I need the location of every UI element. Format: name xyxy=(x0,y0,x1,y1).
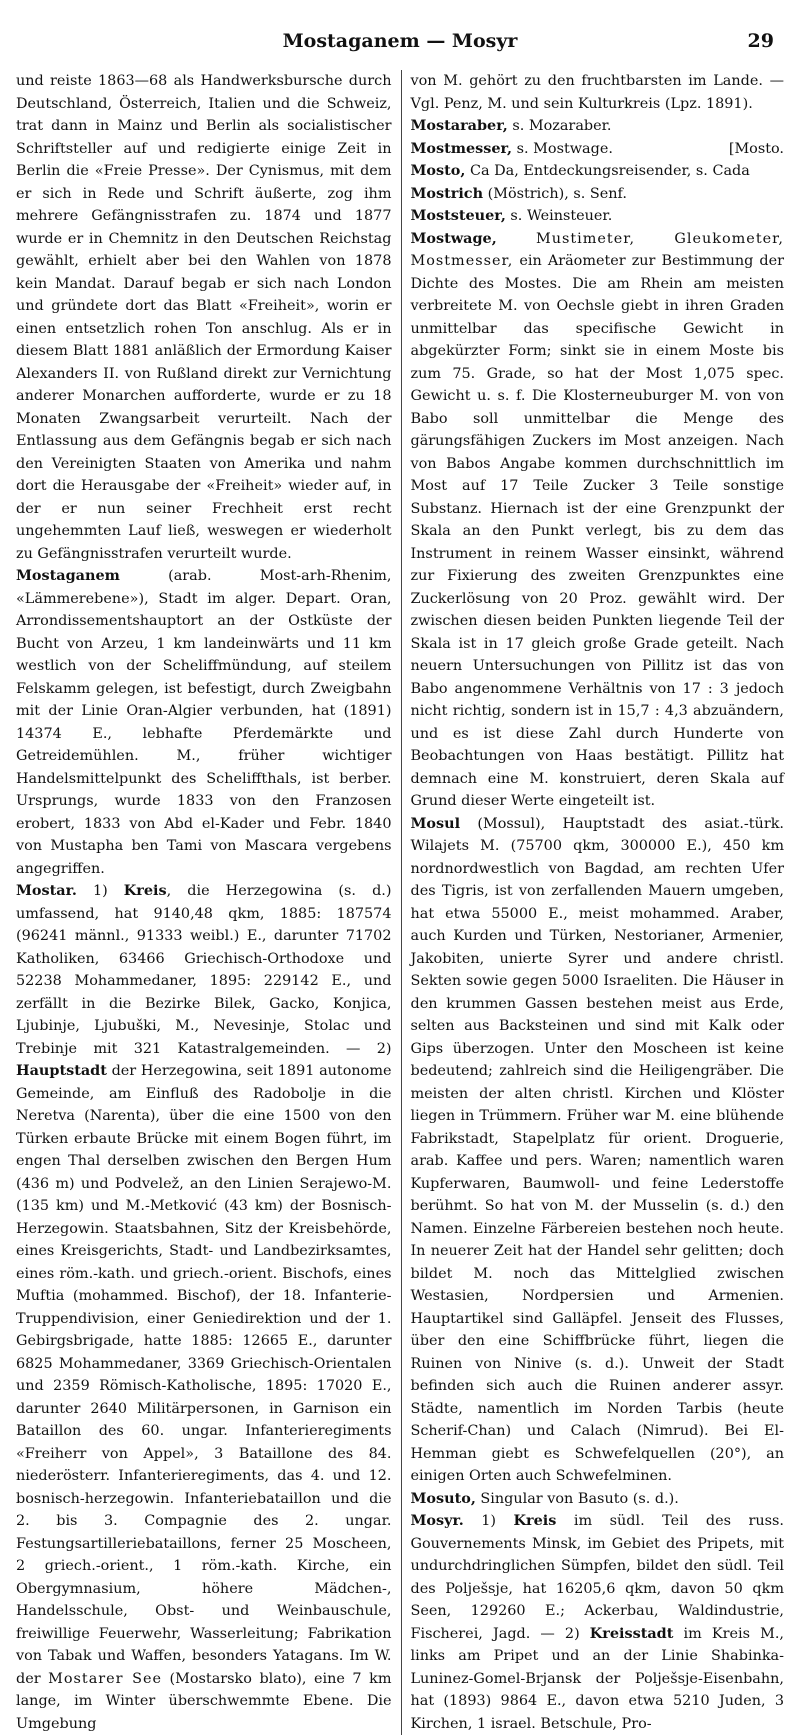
entry-body: , die Herzegowina (s. d.) umfassend, hat 9140,48 qkm, 1885: 187574 (96241 männl., 91333 weibl.) E., darunter 71702 Katholiken, 63466 Griechisch-Orthodoxe und 52238 Mohammedaner, 1895: 229142 E., und zerfällt in die Bezirke Bilek, Gacko, Konjica, Ljubinje, Ljubuški, M., Nevesinje, Stolac und Trebinje mit 321 Katastralgemeinden. — 2) xyxy=(16,883,392,1057)
entry-headword: Mosuto, xyxy=(410,1489,476,1507)
entry-body: im südl. Teil des russ. Gouvernements Minsk, im Gebiet des Pripets, mit undurchdringlichen Sümpfen, bildet den südl. Teil des Polješsje, hat 16205,6 qkm, davon 50 qkm Seen, 129260 E.; Ackerbau, Waldindustrie, Fischerei, Jagd. — 2) xyxy=(410,1513,784,1642)
entry-body: der Herzegowina, seit 1891 autonome Gemeinde, am Einfluß des Radobolje in die Neretva (Narenta), über die eine 1500 von den Türken erbaute Brücke mit einem Bogen führt, im engen Thal derselben zwischen den Bergen Hum (436 m) und Podvelež, an den Linien Serajewo-M. (135 km) und M.-Metković (43 km) der Bosnisch-Herzegowin. Staatsbahnen, Sitz der Kreisbehörde, eines Kreisgerichts, Stadt- und Landbezirksamtes, eines röm.-kath. und griech.-orient. Bischofs, eines Muftia (mohammed. Bischof), der 18. Infanterie-Truppendivision, einer Geniedirektion und der 1. Gebirgsbrigade, hatte 1885: 12665 E., darunter 6825 Mohammedaner, 3369 Griechisch-Orientalen und 2359 Römisch-Katholische, 1895: 17020 E., darunter 2640 Militärpersonen, in Garnison ein Bataillon des 60. ungar. Infanterieregiments «Freiherr von Appel», 3 Bataillone des 84. niederösterr. Infanterieregiments, das 4. und 12. bosnisch-herzegowin. Infanteriebataillon und die 2. bis 3. Compagnie des 2. ungar. Festungsartilleriebataillons, ferner 25 Moscheen, 2 griech.-orient., 1 röm.-kath. Kirche, ein Obergymnasium, höhere Mädchen-, Handelsschule, Obst- und Weinbauschule, freiwillige Feuerwehr, Wasserleitung; Fabrikation von Tabak und Waffen, besonders Yatagans. Im W. der xyxy=(16,1063,392,1687)
entry-body: 1) xyxy=(76,883,124,899)
entry-body: s. Mozaraber. xyxy=(507,118,612,134)
entry-headword: Mosyr. xyxy=(410,1512,464,1529)
subhead-kreis: Kreis xyxy=(513,1512,557,1529)
page-number: 29 xyxy=(747,30,774,52)
entry-body: Ca Da, Entdeckungsreisender, s. Cada xyxy=(465,163,750,179)
entry-body: im Kreis M., links am Pripet und an der Linie Shabinka-Luninez-Gomel-Brjansk der Polješsje-Eisenbahn, hat (1893) 9864 E., davon etwa 5210 Juden, 3 Kirchen, 1 israel. Betschule, Pro- xyxy=(410,1625,784,1732)
text-columns xyxy=(16,70,784,1735)
entry-mostar-continuation xyxy=(410,70,784,115)
entry-mostrich xyxy=(410,183,784,206)
entry-headword: Moststeuer, xyxy=(410,207,506,224)
left-column xyxy=(16,70,391,1735)
entry-body: Singular von Basuto (s. d.). xyxy=(475,1490,679,1507)
entry-mosyr xyxy=(410,1510,784,1735)
entry-headword: Mostmesser, xyxy=(410,139,513,157)
term-mostarer-see: Mostarer See xyxy=(48,1670,162,1687)
entry-headword: Mostaraber, xyxy=(410,117,508,134)
running-title: Mostaganem — Mosyr xyxy=(282,30,518,52)
subhead-hauptstadt: Hauptstadt xyxy=(16,1062,107,1079)
entry-headword: Mostwage, xyxy=(410,229,497,247)
entry-body: (Mostarsko blato), eine 7 km lange, im Winter überschwemmte Ebene. Die Umgebung xyxy=(16,1670,392,1732)
entry-moststeuer xyxy=(410,205,784,228)
entry-headword: Mosul xyxy=(410,814,461,832)
entry-body: (Möstrich), s. Senf. xyxy=(483,185,627,202)
entry-body: von M. gehört zu den fruchtbarsten im Lande. — Vgl. Penz, M. und sein Kulturkreis (Lpz. 1891). xyxy=(410,73,784,112)
entry-body: (Mossul), Hauptstadt des asiat.-türk. Wilajets M. (75700 qkm, 300000 E.), 450 km nordnordwestlich von Bagdad, am rechten Ufer des Tigris, ist von zerfallenden Mauern umgeben, hat etwa 55000 E., meist mohammed. Araber, auch Kurden und Türken, Nestorianer, Armenier, Jakobiten, unierte Syrer und andere christl. Sekten sowie gegen 5000 Israeliten. Die Häuser in den krummen Gassen bestehen meist aus Erde, selten aus Backsteinen und sind mit Kalk oder Gips überzogen. Unter den Moscheen ist keine bedeutend; zahlreich sind die Heiligengräber. Die meisten der alten christl. Kirchen und Klöster liegen in Trümmern. Früher war M. eine blühende Fabrikstadt, Stapelplatz für orient. Droguerie, arab. Kaffee und pers. Waren; namentlich waren Kupferwaren, Baumwoll- und feine Lederstoffe berühmt. So hat von M. der Musselin (s. d.) den Namen. Einzelne Färbereien bestehen noch heute. In neuerer Zeit hat der Handel sehr gelitten; doch bildet M. noch das Mittelglied zwischen Westasien, Nordpersien und Armenien. Hauptartikel sind Galläpfel. Jenseit des Flusses, über den eine Schiffbrücke führt, liegen die Ruinen von Ninive (s. d.). Unweit der Stadt befinden sich auch die Ruinen anderer assyr. Städte, namentlich im Norden Tarbis (heute Scherif-Chan) und Calach (Nimrud). Bei El-Hemman giebt es Schwefelquellen (20°), an einigen Orten auch Schwefelminen. xyxy=(410,815,784,1484)
entry-headword: Mostrich xyxy=(410,184,484,202)
entry-body: (arab. Most-arh-Rhenim, «Lämmerebene»), Stadt im alger. Depart. Oran, Arrondissementshauptort an der Ostküste der Bucht von Arzeu, 1 km landeinwärts und 11 km westlich von der Scheliffmündung, auf steilem Felskamm gelegen, ist befestigt, durch Zweigbahn mit der Linie Oran-Algier verbunden, hat (1891) 14374 E., lebhafte Pferdemärkte und Getreidemühlen. M., früher wichtiger Handelsmittelpunkt des Scheliffthals, ist berber. Ursprungs, wurde 1833 von den Franzosen erobert, 1833 von Abd el-Kader und Febr. 1840 von Mustapha ben Tami von Mascara vergebens angegriffen. xyxy=(16,568,392,877)
entry-mostwage xyxy=(410,228,784,813)
right-column xyxy=(401,70,784,1735)
catchword: [Mosto. xyxy=(728,140,784,157)
subhead-kreis: Kreis xyxy=(123,882,167,899)
entry-headword: Mostaganem xyxy=(16,567,120,584)
page-header xyxy=(16,30,784,66)
entry-headword: Mostar. xyxy=(16,882,77,899)
entry-mosul xyxy=(410,813,784,1488)
entry-body: und reiste 1863—68 als Handwerksbursche durch Deutschland, Österreich, Italien und die Schweiz, trat dann in Mainz und Berlin als socialistischer Schriftsteller auf und redigierte einige Zeit in Berlin die «Freie Presse». Der Cynismus, mit dem er sich in Rede und Schrift äußerte, zog ihm mehrere Gefängnisstrafen zu. 1874 und 1877 wurde er in Chemnitz in den Deutschen Reichstag gewählt, erhielt aber bei den Wahlen von 1878 kein Mandat. Darauf begab er sich nach London und gründete dort das Blatt «Freiheit», worin er einen entsetzlich rohen Ton anschlug. Als er in diesem Blatt 1881 anläßlich der Ermordung Kaiser Alexanders II. von Rußland direkt zur Vernichtung anderer Monarchen aufforderte, wurde er zu 18 Monaten Zwangsarbeit verurteilt. Nach der Entlassung aus dem Gefängnis begab er sich nach den Vereinigten Staaten von Amerika und nahm dort die Herausgabe der «Freiheit» wieder auf, in der er nun seiner Frechheit erst recht ungehemmten Lauf ließ, weswegen er wiederholt zu Gefängnisstrafen verurteilt wurde. xyxy=(16,73,392,562)
entry-mostaraber xyxy=(410,115,784,138)
subhead-kreisstadt: Kreisstadt xyxy=(589,1624,674,1642)
entry-mostaganem xyxy=(16,565,391,880)
synonyms: Mustimeter, Gleukometer, Mostmesser, xyxy=(410,230,784,269)
entry-headword: Mosto, xyxy=(410,162,466,179)
entry-mostmesser xyxy=(410,138,784,161)
entry-mosuto xyxy=(410,1488,784,1511)
entry-body: s. Weinsteuer. xyxy=(505,208,613,224)
entry-most-continuation xyxy=(16,70,391,565)
entry-body: ein Aräometer zur Bestimmung der Dichte des Mostes. Die am Rhein am meisten verbreitete M. von Oechsle giebt in ihren Graden unmittelbar das specifische Gewicht in abgekürzter Form; sinkt sie in einem Moste bis zum 75. Grade, so hat der Most 1,075 spec. Gewicht u. s. f. Die Klosterneuburger M. von von Babo soll unmittelbar die Menge des gärungsfähigen Zuckers im Most anzeigen. Nach von Babos Angabe kommen durchschnittlich im Most auf 17 Teile Zucker 3 Teile sonstige Substanz. Hiernach ist der eine Grenzpunkt der Skala an den Punkt verlegt, bis zu dem das Instrument in reinem Wasser einsinkt, während zur Fixierung des zweiten Grenzpunktes eine Zuckerlösung von 20 Proz. gewählt wird. Der zwischen diesen beiden Punkten liegende Teil der Skala ist in 17 gleich große Grade geteilt. Nach neuern Untersuchungen von Pillitz ist das von Babo angenommene Verhältnis von 17 : 3 jedoch nicht richtig, sondern ist in 15,7 : 4,3 abzuändern, und es ist diese Zahl durch Hunderte von Beobachtungen von Haas bestätigt. Pillitz hat demnach eine M. konstruiert, deren Skala auf Grund dieser Werte eingeteilt ist. xyxy=(410,253,784,809)
entry-mostar xyxy=(16,880,391,1735)
entry-mosto xyxy=(410,160,784,183)
entry-body: 1) xyxy=(463,1513,514,1529)
entry-body: s. Mostwage. xyxy=(512,140,613,157)
